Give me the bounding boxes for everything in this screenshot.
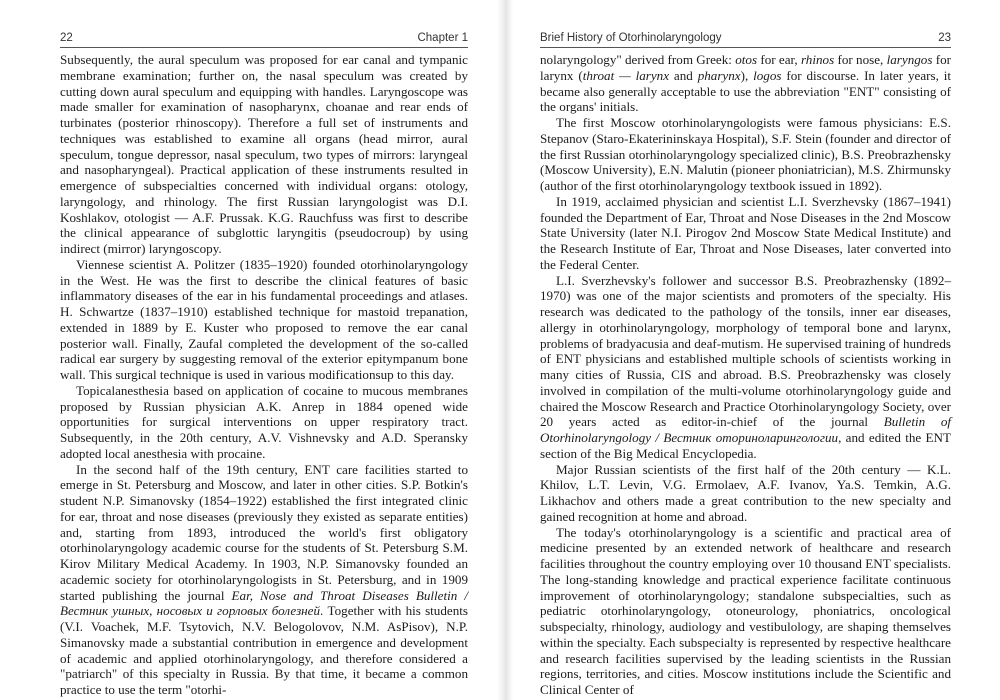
header-rule-left [60,47,468,48]
paragraph [60,462,468,698]
paragraph-text: nolaryngology" derived from Greek: [540,52,736,67]
right-page-body [540,52,951,698]
left-page-body [60,52,468,698]
paragraph: The first Moscow otorhinolaryngologists were famous physicians: E.S. Stepanov (Staro-Ekaterininskaya Hospital), S.F. Stein (founder and director of the first Russian otorhinolaryngology specialized clinic), B.S. Preobrazhensky (Moscow University), E.N. Malutin (pioneer phoniatrician), M.S. Zhirmunsky (author of the first otorhinolaryngology textbook issued in 1892). [540,115,951,193]
paragraph: Subsequently, the aural speculum was proposed for ear canal and tympanic membrane examination; further on, the nasal speculum was created by cutting down aural speculum and equipping with handles. Laryngoscope was made smaller for examination of nasopharynx, choanae and rear ends of turbinates (posterior rhinoscopy). Therefore a full set of instruments and techniques was established to examine all organs (head mirror, aural speculum, tongue depressor, nasal speculum, two types of mirrors: laryngeal and nasopharyngeal). Practical application of these instruments resulted in emergence of subspecialties concerned with individual organs: otology, laryngology, and rhinology. The first Russian laryngologist was D.I. Koshlakov, otologist — A.F. Prussak. K.G. Rauchfuss was first to describe the clinical appearance of subglottic laryngitis (pseudocroup) by using indirect (mirror) laryngoscopy. [60,52,468,256]
greek-term: rhinos [800,52,835,67]
running-head-right: Brief History of Otorhinolaryngology [540,32,722,44]
paragraph-text: and [669,67,698,83]
paragraph: Major Russian scientists of the first half of the 20th century — K.L. Khilov, L.T. Levin, V.G. Ermolaev, A.F. Ivanov, Ya.S. Temkin, A.G. Likhachov and others made a great contribution to the new specialty and gained recognition at home and abroad. [540,461,951,524]
header-rule-right [540,47,951,48]
page-number-right: 23 [938,32,951,44]
paragraph-text: , and edited the ENT section of the Big Medical Encyclopedia. [540,430,951,461]
paragraph: Viennese scientist A. Politzer (1835–1920) founded otorhinolaryngology in the West. He was the first to describe the clinical features of basic inflammatory diseases of the ear in his fundamental proceedings and atlases. H. Schwartze (1837–1910) established technique for mastoid trepanation, extended in 1889 by E. Kuster who proposed to remove the ear canal posterior wall. Finally, Zaufal completed the development of the so-called radical ear surgery by suggesting removal of the exterior epitympanum bone wall. This surgical technique is used in various modificationsup to this day. [60,256,468,382]
paragraph-text: for ear, [757,52,801,67]
greek-term: throat — larynx [582,67,670,83]
paragraph [540,52,951,115]
paragraph-text: L.I. Sverzhevsky's follower and successor B.S. Preobrazhensky (1892–1970) was one of the major scientists and promoters of the specialty. His research was dedicated to the pathology of the tonsils, inner ear diseases, allergy in otorhinolaryngology, morphology of temporal bone and larynx, problems of bradyacusia and deaf-mutism. He supervised training of hundreds of ENT physicians and established multiple schools of scientists working in many cities of Russia, CIS and abroad. B.S. Preobrazhensky was closely involved in compilation of the multi-volume otorhinolaryngology guide and chaired the Moscow Research and Practice Otorhinolaryngology Society, over 20 years acted as editor-in-chief of the journal [540,272,951,430]
journal-title: Bulletin of Otorhinolaryngology / Вестник оториноларингологии [540,414,951,445]
running-head-left: Chapter 1 [417,32,468,44]
greek-term: logos [753,67,782,83]
greek-term: otos [735,52,758,67]
paragraph-text: ), [740,67,754,83]
paragraph-text: for discourse. In later years, it became also generally acceptable to use the abbreviation "ENT" consisting of the organs' initials. [540,67,951,115]
greek-term: pharynx [697,67,741,83]
paragraph [540,273,951,462]
paragraph: The today's otorhinolaryngology is a scientific and practical area of medicine presented by an extended network of healthcare and research facilities throughout the country employing over 10 thousand ENT specialists. The long-standing knowledge and practical experience facilitate continuous improvement of otorhinolaryngology; standalone subspecialties, such as pediatric otorhinolaryngology, otoneurology, phoniatrics, oncological subspecialty, rhinology, audiology and vestibulology, are shaping themselves within the specialty. Each subspecialty is represented by respective healthcare and research facilities supervised by the leading scientists in the Russian regions, territories, and cities. Moscow institutions include the Scientific and Clinical Center of [540,524,951,697]
paragraph-text: In the second half of the 19th century, ENT care facilities started to emerge in St. Petersburg and Moscow, and later in other cities. S.P. Botkin's student N.P. Simanovsky (1854–1922) established the first integrated clinic for ear, throat and nose diseases (previously they existed as separate entities) and, starting from 1893, introduced the world's first obligatory otorhinolaryngology academic course for the students of St. Petersburg S.M. Kirov Military Medical Academy. In 1903, N.P. Simanovsky founded an academic society for otorhinolaryngologists in St. Petersburg, and in 1909 started publishing the journal [60,461,468,603]
right-page [510,0,1000,700]
journal-title: Ear, Nose and Throat Diseases Bulletin / Вестник ушных, носовых и горловых болезней [60,587,469,619]
greek-term: laryngos [886,52,933,67]
paragraph: Topicalanesthesia based on application of cocaine to mucous membranes proposed by Russian physician A.K. Anrep in 1884 opened wide opportunities for surgical interventions on upper respiratory tract. Subsequently, in the 20th century, A.V. Vishnevsky and A.D. Speransky adopted local anesthesia with procaine. [60,382,468,461]
page-number-left: 22 [60,32,73,44]
paragraph-text: . Together with his students (V.I. Voachek, M.F. Tsytovich, N.V. Belogolovov, N.M. AsPisov), N.P. Simanovsky made a substantial contribution in emergence and development of academic and applied otorhinolaryngology, and therefore considered a "patriarch" of this specialty in Russia. By that time, it became a common practice to use the term "otorhi- [60,603,468,697]
paragraph-text: for nose, [834,52,887,67]
paragraph: In 1919, acclaimed physician and scientist L.I. Sverzhevsky (1867–1941) founded the Department of Ear, Throat and Nose Diseases in the 2nd Moscow State University (later N.I. Pirogov 2nd Moscow State Medical Institute) and the Research Institute of Ear, Throat and Nose Diseases, later converted into the Federal Center. [540,193,951,272]
paragraph-text: for larynx ( [540,52,951,83]
